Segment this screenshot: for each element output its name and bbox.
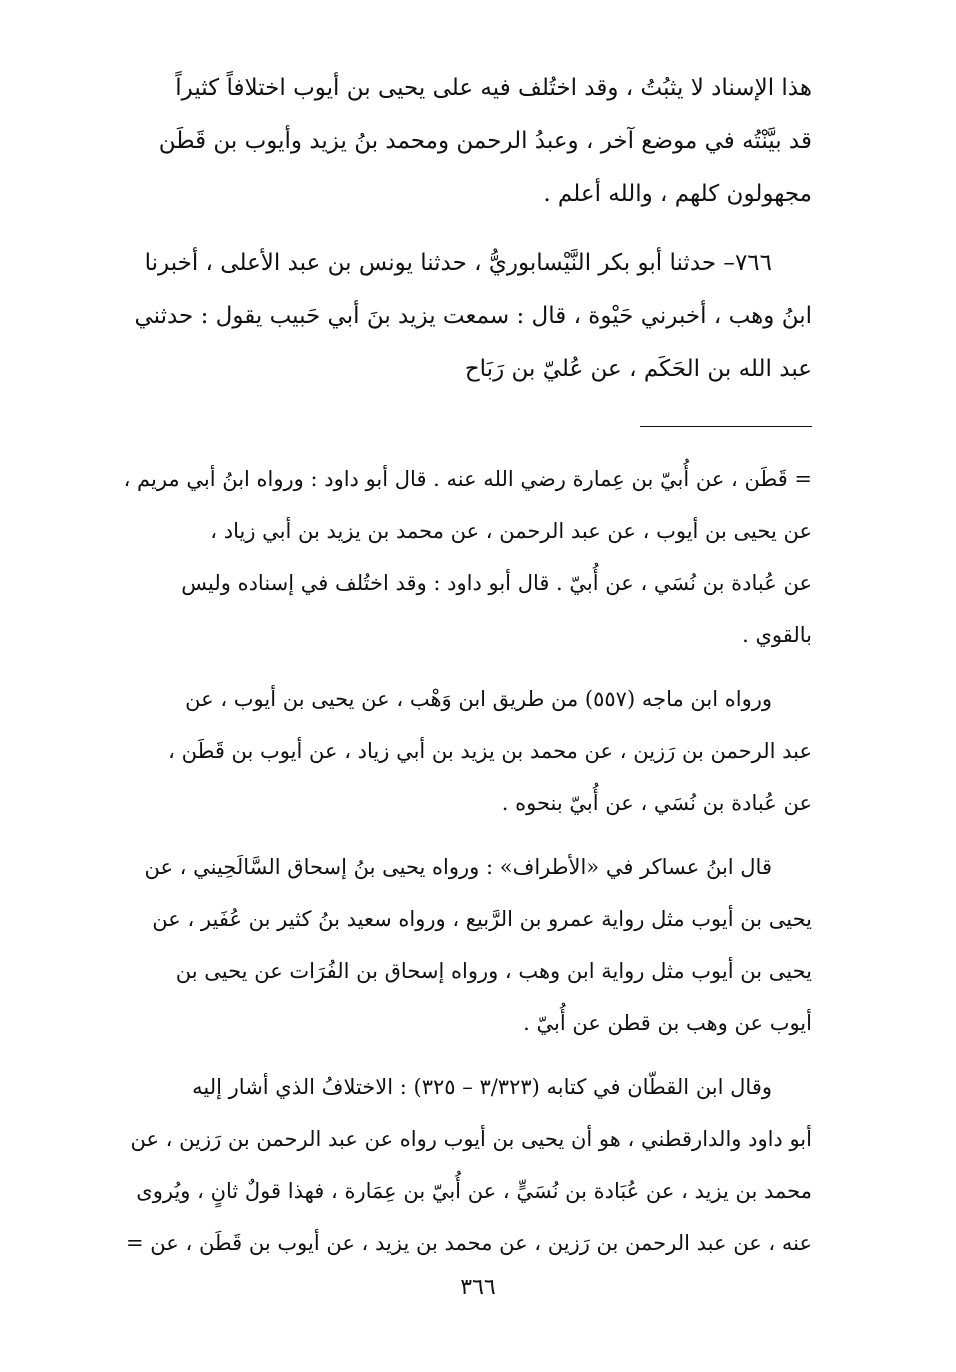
footnote-separator (640, 426, 812, 427)
text-line: بالقوي . (742, 623, 812, 647)
hadith-766-paragraph (108, 237, 812, 396)
text-line: وقال ابن القطّان في كتابه (٣/٣٢٣ – ٣٢٥) : الاختلافُ الذي أشار إليه (192, 1075, 772, 1099)
text-line: عن عُبادة بن نُسَي ، عن أُبيّ بنحوه . (501, 791, 812, 815)
text-line: يحيى بن أيوب مثل رواية ابن وهب ، ورواه إسحاق بن الفُرَات عن يحيى بن (175, 959, 812, 983)
text-line: هذا الإسناد لا يثبُتُ ، وقد اختُلف فيه على يحيى بن أيوب اختلافاً كثيراً (175, 75, 812, 101)
text-line: ابنُ وهب ، أخبرني حَيْوة ، قال : سمعت يزيد بنَ أبي حَبيب يقول : حدثني (134, 303, 812, 329)
main-paragraph (108, 62, 812, 221)
page-number: ٣٦٦ (460, 1275, 496, 1300)
text-line: مجهولون كلهم ، والله أعلم . (543, 181, 812, 207)
text-line: ورواه ابن ماجه (٥٥٧) من طريق ابن وَهْب ، عن يحيى بن أيوب ، عن (185, 687, 772, 711)
footnote-paragraph (108, 673, 812, 829)
text-line: = قَطَن ، عن أُبيّ بن عِمارة رضي الله عنه . قال أبو داود : ورواه ابنُ أبي مريم ، (123, 467, 812, 491)
footnote-paragraph (108, 453, 812, 661)
main-text (108, 62, 812, 396)
text-line: عن يحيى بن أيوب ، عن عبد الرحمن ، عن محمد بن يزيد بن أبي زياد ، (210, 519, 812, 543)
footnote-paragraph (108, 841, 812, 1049)
text-line: محمد بن يزيد ، عن عُبَادة بن نُسَيٍّ ، عن أُبيّ بن عِمَارة ، فهذا قولٌ ثانٍ ، ويُروى (136, 1179, 812, 1203)
text-line: عبد الرحمن بن رَزين ، عن محمد بن يزيد بن أبي زياد ، عن أيوب بن قَطَن ، (168, 739, 812, 763)
text-line: أبو داود والدارقطني ، هو أن يحيى بن أيوب رواه عن عبد الرحمن بن رَزين ، عن (130, 1127, 812, 1151)
page-body (108, 62, 812, 1269)
text-line: يحيى بن أيوب مثل رواية عمرو بن الرَّبيع ، ورواه سعيد بنُ كثير بن عُفَير ، عن (152, 907, 812, 931)
text-line: عبد الله بن الحَكَم ، عن عُليّ بن رَبَاح (464, 356, 812, 382)
footnotes (108, 453, 812, 1269)
text-line: قال ابنُ عساكر في «الأطراف» : ورواه يحيى بنُ إسحاق السَّالَحِيني ، عن (144, 855, 772, 879)
text-line: عن عُبادة بن نُسَي ، عن أُبيّ . قال أبو داود : وقد اختُلف في إسناده وليس (181, 571, 812, 595)
text-line: ٧٦٦– حدثنا أبو بكر النَّيْسابوريُّ ، حدثنا يونس بن عبد الأعلى ، أخبرنا (144, 250, 772, 276)
text-line: عنه ، عن عبد الرحمن بن رَزين ، عن محمد بن يزيد ، عن أيوب بن قَطَن ، عن = (126, 1231, 812, 1255)
text-line: قد بيَّنْتُه في موضع آخر ، وعبدُ الرحمن ومحمد بنُ يزيد وأيوب بن قَطَن (158, 128, 812, 154)
footnote-paragraph (108, 1061, 812, 1269)
text-line: أيوب عن وهب بن قطن عن أُبيّ . (523, 1011, 812, 1035)
